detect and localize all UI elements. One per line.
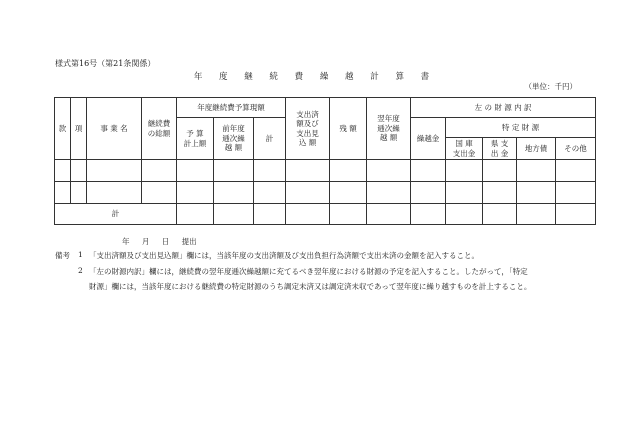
form-number: 様式第16号（第21条関係） — [55, 59, 156, 68]
table-row — [55, 182, 596, 204]
header-other: その他 — [556, 138, 596, 160]
header-jigyo: 事 業 名 — [87, 98, 142, 160]
table-row — [55, 160, 596, 182]
header-next-carry: 翌年度 逓次繰 越 額 — [367, 98, 411, 160]
header-total-amount: 継続費 の総額 — [142, 98, 177, 160]
note-2-text-line1: 「左の財源内訳」欄には，継続費の翌年度逓次繰越額に充てるべき翌年度における財源の予定を記入すること。したがって，「特定 — [89, 267, 528, 276]
notes-label: 備考 — [55, 251, 70, 260]
header-finance-group: 左 の 財 源 内 訳 — [411, 98, 596, 118]
note-1-number: 1 — [78, 250, 83, 259]
total-label: 計 — [55, 204, 177, 225]
note-1-text: 「支出済額及び支出見込額」欄には，当該年度の支出済額及び支出負担行為済額で支出未済の金額を記入すること。 — [89, 251, 479, 260]
header-prev-carry: 前年度 逓次繰 越 額 — [214, 118, 254, 160]
header-prefectural: 県 支 出 金 — [483, 138, 517, 160]
header-budget-group: 年度継続費予算現額 — [177, 98, 286, 118]
header-kan: 款 — [55, 98, 71, 160]
note-2-number: 2 — [78, 266, 83, 275]
document-title: 年 度 継 続 費 繰 越 計 算 書 — [193, 72, 437, 82]
header-specific-group: 特 定 財 源 — [446, 118, 596, 138]
header-local-bond: 地方債 — [517, 138, 556, 160]
header-budget-plan: 予 算 計上額 — [177, 118, 214, 160]
note-2-text-line2: 財源」欄には，当該年度における継続費の特定財源のうち調定未済又は調定済未収であって翌年度に繰り越すものを計上すること。 — [89, 282, 532, 291]
submission-date-line: 年 月 日 提出 — [122, 237, 197, 246]
total-row — [55, 204, 596, 225]
header-expenditure: 支出済 額及び 支出見 込 額 — [286, 98, 330, 160]
header-national: 国 庫 支出金 — [446, 138, 483, 160]
carryover-table — [54, 97, 596, 225]
header-balance: 残 額 — [330, 98, 367, 160]
unit-label: （単位：千円） — [524, 82, 577, 91]
header-kou: 項 — [71, 98, 87, 160]
header-carryover-funds: 繰越金 — [411, 118, 446, 160]
header-budget-sum: 計 — [254, 118, 286, 160]
